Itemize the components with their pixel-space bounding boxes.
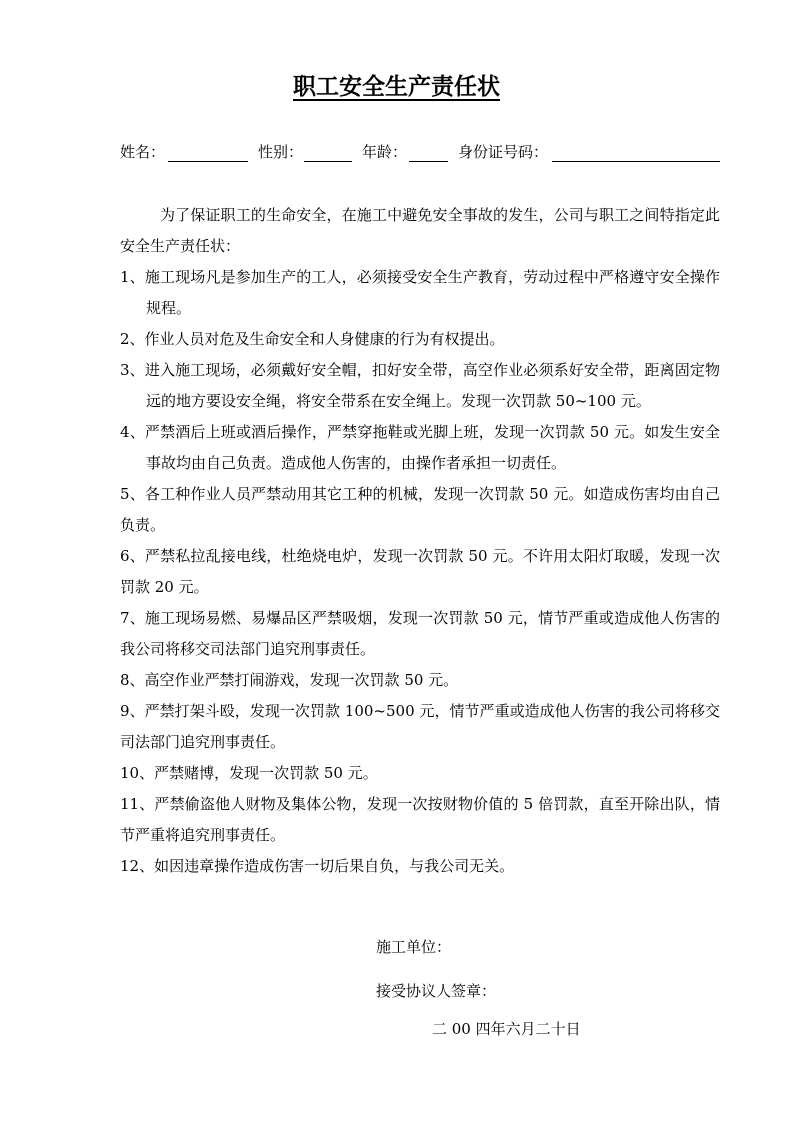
rules-list xyxy=(120,262,720,882)
age-blank-line xyxy=(409,161,448,162)
gender-label: 性别： xyxy=(258,143,304,161)
rule-item: 1、施工现场凡是参加生产的工人，必须接受安全生产教育，劳动过程中严格遵守安全操作规程。 xyxy=(120,268,720,317)
rule-item: 8、高空作业严禁打闹游戏，发现一次罚款 50 元。 xyxy=(120,671,459,689)
gender-blank-line xyxy=(304,161,352,162)
rule-item: 11、严禁偷盗他人财物及集体公物，发现一次按财物价值的 5 倍罚款，直至开除出队，情节严重将追究刑事责任。 xyxy=(120,795,720,844)
document-date: 二 00 四年六月二十日 xyxy=(432,1020,581,1038)
rule-item: 9、严禁打架斗殴，发现一次罚款 100~500 元，情节严重或造成他人伤害的我公司将移交司法部门追究刑事责任。 xyxy=(120,702,720,751)
intro-paragraph: 为了保证职工的生命安全，在施工中避免安全事故的发生，公司与职工之间特指定此安全生产责任状： xyxy=(120,206,720,255)
name-label: 姓名： xyxy=(120,143,166,161)
name-blank-line xyxy=(168,161,248,162)
rule-item: 10、严禁赌博，发现一次罚款 50 元。 xyxy=(120,764,378,782)
id-number-label: 身份证号码： xyxy=(458,143,549,161)
personal-info-row xyxy=(120,141,720,165)
id-number-blank-line xyxy=(552,161,720,162)
rule-item: 2、作业人员对危及生命安全和人身健康的行为有权提出。 xyxy=(120,330,505,348)
document-title: 职工安全生产责任状 xyxy=(293,73,500,100)
construction-unit-label: 施工单位： xyxy=(376,938,452,956)
age-label: 年龄： xyxy=(362,143,408,161)
rule-item: 7、施工现场易燃、易爆品区严禁吸烟，发现一次罚款 50 元，情节严重或造成他人伤害的我公司将移交司法部门追究刑事责任。 xyxy=(120,609,720,658)
rule-item: 4、严禁酒后上班或酒后操作，严禁穿拖鞋或光脚上班，发现一次罚款 50 元。如发生安全事故均由自己负责。造成他人伤害的，由操作者承担一切责任。 xyxy=(120,423,720,472)
rule-item: 12、如因违章操作造成伤害一切后果自负，与我公司无关。 xyxy=(120,857,515,875)
document-body xyxy=(120,200,720,882)
rule-item: 5、各工种作业人员严禁动用其它工种的机械，发现一次罚款 50 元。如造成伤害均由自己负责。 xyxy=(120,485,720,534)
signer-label: 接受协议人签章： xyxy=(376,982,497,1000)
rule-item: 6、严禁私拉乱接电线，杜绝烧电炉，发现一次罚款 50 元。不许用太阳灯取暖，发现一次罚款 20 元。 xyxy=(120,547,720,596)
rule-item: 3、进入施工现场，必须戴好安全帽，扣好安全带，高空作业必须系好安全带，距离固定物远的地方要设安全绳，将安全带系在安全绳上。发现一次罚款 50~100 元。 xyxy=(120,361,720,410)
